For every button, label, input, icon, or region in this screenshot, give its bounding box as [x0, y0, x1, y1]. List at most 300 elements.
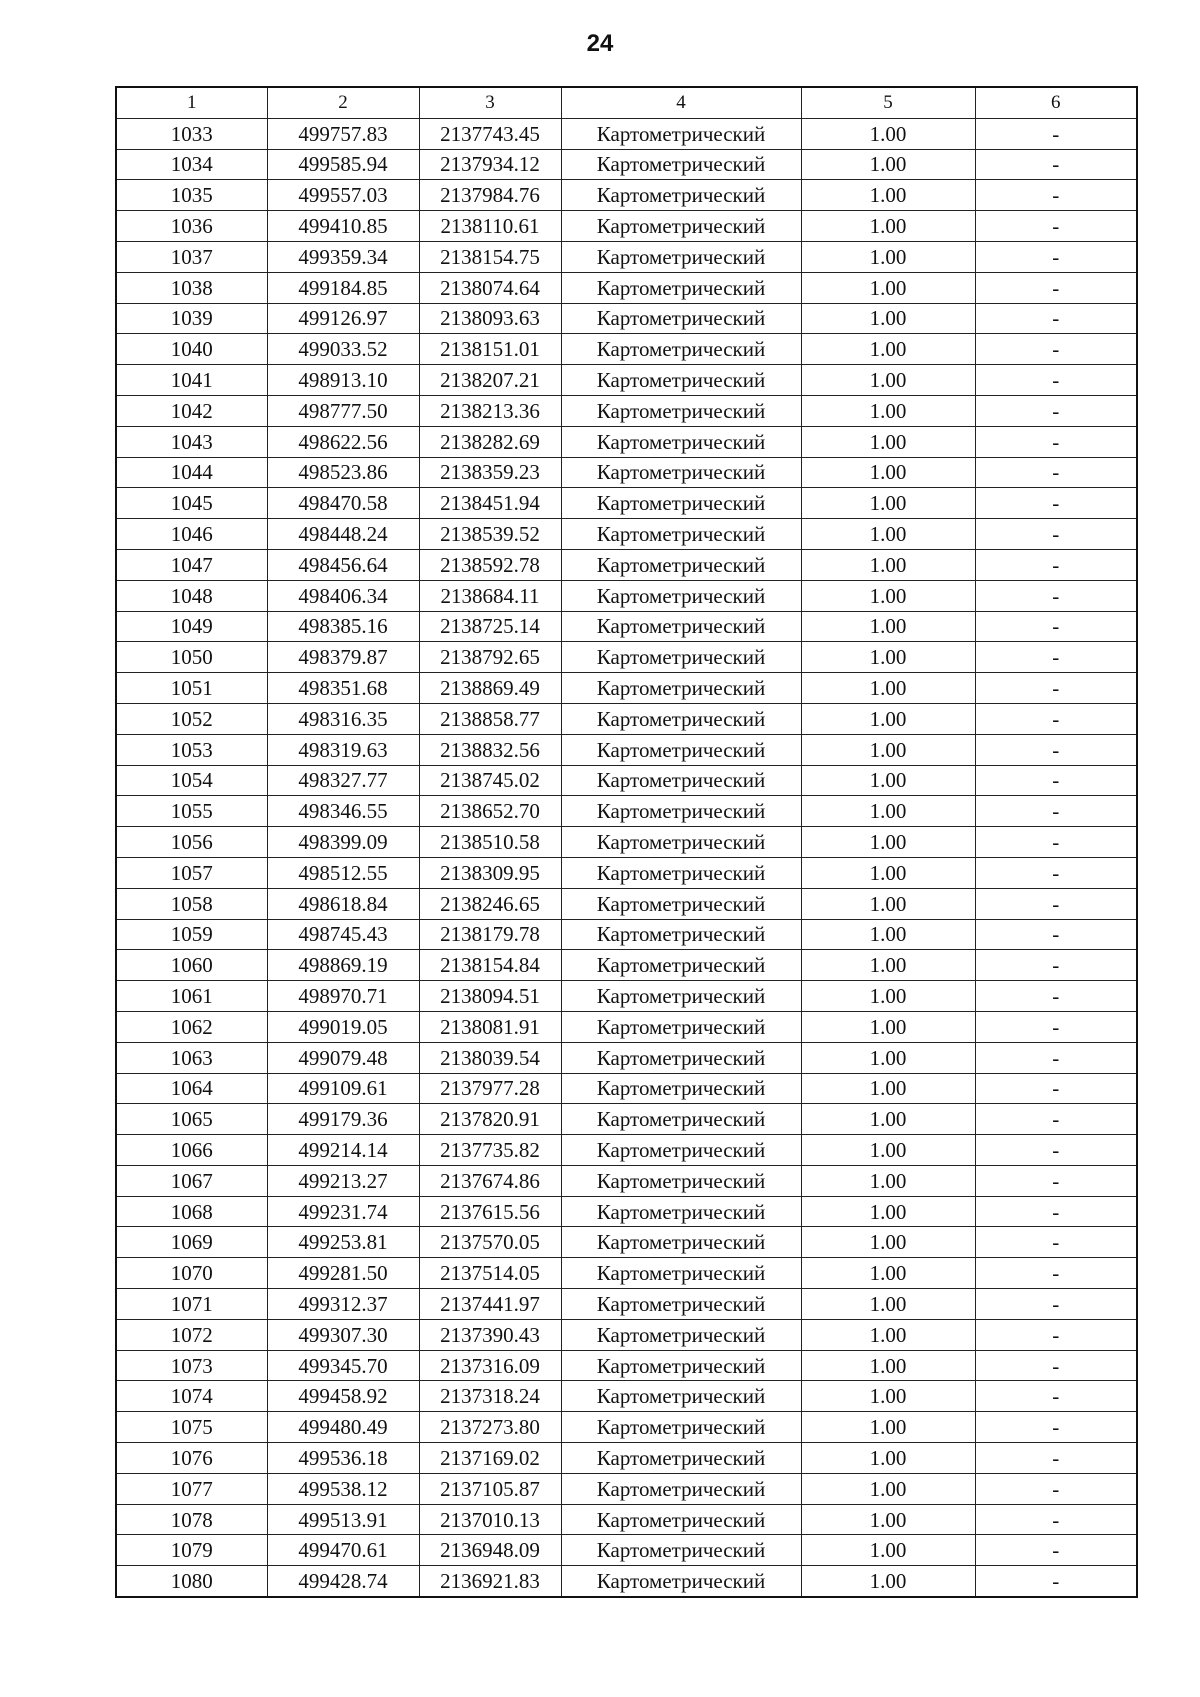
cell-point-number: 1063	[116, 1042, 267, 1073]
cell-note: -	[975, 1258, 1137, 1289]
cell-method: Картометрический	[561, 272, 801, 303]
cell-note: -	[975, 1135, 1137, 1166]
cell-x-coordinate: 499538.12	[267, 1473, 419, 1504]
cell-accuracy: 1.00	[801, 1196, 975, 1227]
cell-y-coordinate: 2138725.14	[419, 611, 561, 642]
cell-note: -	[975, 580, 1137, 611]
cell-x-coordinate: 499307.30	[267, 1319, 419, 1350]
cell-x-coordinate: 498319.63	[267, 734, 419, 765]
cell-x-coordinate: 499410.85	[267, 211, 419, 242]
cell-note: -	[975, 334, 1137, 365]
table-row	[116, 519, 1137, 550]
cell-y-coordinate: 2138282.69	[419, 426, 561, 457]
table-row	[116, 303, 1137, 334]
table-body	[116, 118, 1137, 1597]
cell-note: -	[975, 1504, 1137, 1535]
cell-method: Картометрический	[561, 827, 801, 858]
cell-point-number: 1051	[116, 673, 267, 704]
cell-point-number: 1066	[116, 1135, 267, 1166]
cell-accuracy: 1.00	[801, 180, 975, 211]
cell-accuracy: 1.00	[801, 1535, 975, 1566]
cell-note: -	[975, 857, 1137, 888]
cell-point-number: 1041	[116, 365, 267, 396]
cell-note: -	[975, 1196, 1137, 1227]
cell-note: -	[975, 1473, 1137, 1504]
cell-note: -	[975, 1443, 1137, 1474]
cell-method: Картометрический	[561, 1073, 801, 1104]
cell-note: -	[975, 1042, 1137, 1073]
table-row	[116, 1412, 1137, 1443]
cell-y-coordinate: 2138207.21	[419, 365, 561, 396]
cell-x-coordinate: 499179.36	[267, 1104, 419, 1135]
cell-method: Картометрический	[561, 919, 801, 950]
cell-y-coordinate: 2138246.65	[419, 888, 561, 919]
cell-method: Картометрический	[561, 611, 801, 642]
table-row	[116, 1073, 1137, 1104]
cell-note: -	[975, 1381, 1137, 1412]
table-row	[116, 549, 1137, 580]
cell-accuracy: 1.00	[801, 1319, 975, 1350]
cell-note: -	[975, 272, 1137, 303]
cell-x-coordinate: 498456.64	[267, 549, 419, 580]
cell-y-coordinate: 2137743.45	[419, 118, 561, 149]
cell-x-coordinate: 499312.37	[267, 1289, 419, 1320]
cell-accuracy: 1.00	[801, 149, 975, 180]
cell-accuracy: 1.00	[801, 241, 975, 272]
cell-method: Картометрический	[561, 673, 801, 704]
table-row	[116, 334, 1137, 365]
cell-point-number: 1035	[116, 180, 267, 211]
cell-note: -	[975, 1412, 1137, 1443]
table-row	[116, 365, 1137, 396]
cell-accuracy: 1.00	[801, 211, 975, 242]
table-row	[116, 1196, 1137, 1227]
cell-y-coordinate: 2136921.83	[419, 1566, 561, 1597]
cell-note: -	[975, 488, 1137, 519]
cell-accuracy: 1.00	[801, 796, 975, 827]
cell-point-number: 1068	[116, 1196, 267, 1227]
cell-point-number: 1052	[116, 703, 267, 734]
cell-y-coordinate: 2138154.75	[419, 241, 561, 272]
cell-note: -	[975, 457, 1137, 488]
cell-point-number: 1067	[116, 1165, 267, 1196]
table-row	[116, 1289, 1137, 1320]
cell-y-coordinate: 2137514.05	[419, 1258, 561, 1289]
table-row	[116, 180, 1137, 211]
table-row	[116, 1381, 1137, 1412]
cell-x-coordinate: 499019.05	[267, 1011, 419, 1042]
cell-point-number: 1043	[116, 426, 267, 457]
cell-method: Картометрический	[561, 888, 801, 919]
cell-accuracy: 1.00	[801, 827, 975, 858]
cell-accuracy: 1.00	[801, 457, 975, 488]
cell-method: Картометрический	[561, 395, 801, 426]
cell-note: -	[975, 888, 1137, 919]
cell-method: Картометрический	[561, 211, 801, 242]
cell-accuracy: 1.00	[801, 1165, 975, 1196]
table-row	[116, 426, 1137, 457]
cell-x-coordinate: 498448.24	[267, 519, 419, 550]
cell-x-coordinate: 499585.94	[267, 149, 419, 180]
cell-x-coordinate: 499458.92	[267, 1381, 419, 1412]
cell-accuracy: 1.00	[801, 611, 975, 642]
cell-method: Картометрический	[561, 1289, 801, 1320]
cell-y-coordinate: 2137390.43	[419, 1319, 561, 1350]
cell-point-number: 1056	[116, 827, 267, 858]
cell-y-coordinate: 2137010.13	[419, 1504, 561, 1535]
cell-accuracy: 1.00	[801, 1011, 975, 1042]
table-row	[116, 1319, 1137, 1350]
table-row	[116, 241, 1137, 272]
cell-y-coordinate: 2138510.58	[419, 827, 561, 858]
column-header-4: 4	[561, 87, 801, 118]
cell-x-coordinate: 499359.34	[267, 241, 419, 272]
cell-point-number: 1050	[116, 642, 267, 673]
cell-point-number: 1059	[116, 919, 267, 950]
table-row	[116, 1011, 1137, 1042]
cell-note: -	[975, 950, 1137, 981]
column-header-5: 5	[801, 87, 975, 118]
table-row	[116, 611, 1137, 642]
cell-x-coordinate: 498470.58	[267, 488, 419, 519]
cell-note: -	[975, 1073, 1137, 1104]
cell-y-coordinate: 2137615.56	[419, 1196, 561, 1227]
cell-note: -	[975, 919, 1137, 950]
cell-accuracy: 1.00	[801, 981, 975, 1012]
cell-y-coordinate: 2137977.28	[419, 1073, 561, 1104]
cell-note: -	[975, 1165, 1137, 1196]
cell-method: Картометрический	[561, 1381, 801, 1412]
table-row	[116, 1473, 1137, 1504]
table-row	[116, 888, 1137, 919]
cell-method: Картометрический	[561, 642, 801, 673]
table-row	[116, 1566, 1137, 1597]
column-header-3: 3	[419, 87, 561, 118]
cell-y-coordinate: 2138309.95	[419, 857, 561, 888]
cell-note: -	[975, 549, 1137, 580]
table-row	[116, 796, 1137, 827]
column-header-1: 1	[116, 87, 267, 118]
table-row	[116, 642, 1137, 673]
cell-method: Картометрический	[561, 796, 801, 827]
cell-point-number: 1040	[116, 334, 267, 365]
cell-note: -	[975, 765, 1137, 796]
cell-y-coordinate: 2138151.01	[419, 334, 561, 365]
cell-y-coordinate: 2138039.54	[419, 1042, 561, 1073]
cell-accuracy: 1.00	[801, 426, 975, 457]
table-row	[116, 673, 1137, 704]
cell-y-coordinate: 2138359.23	[419, 457, 561, 488]
table-row	[116, 857, 1137, 888]
cell-y-coordinate: 2138652.70	[419, 796, 561, 827]
cell-method: Картометрический	[561, 734, 801, 765]
cell-point-number: 1046	[116, 519, 267, 550]
cell-method: Картометрический	[561, 1196, 801, 1227]
cell-note: -	[975, 118, 1137, 149]
cell-note: -	[975, 1104, 1137, 1135]
cell-note: -	[975, 796, 1137, 827]
cell-point-number: 1069	[116, 1227, 267, 1258]
cell-method: Картометрический	[561, 1566, 801, 1597]
cell-accuracy: 1.00	[801, 488, 975, 519]
cell-point-number: 1049	[116, 611, 267, 642]
cell-y-coordinate: 2137105.87	[419, 1473, 561, 1504]
cell-note: -	[975, 1350, 1137, 1381]
table-row	[116, 1443, 1137, 1474]
cell-note: -	[975, 180, 1137, 211]
cell-y-coordinate: 2138792.65	[419, 642, 561, 673]
cell-note: -	[975, 673, 1137, 704]
cell-x-coordinate: 498327.77	[267, 765, 419, 796]
cell-accuracy: 1.00	[801, 1258, 975, 1289]
cell-point-number: 1062	[116, 1011, 267, 1042]
cell-note: -	[975, 365, 1137, 396]
cell-note: -	[975, 426, 1137, 457]
cell-note: -	[975, 611, 1137, 642]
cell-x-coordinate: 498622.56	[267, 426, 419, 457]
cell-accuracy: 1.00	[801, 272, 975, 303]
cell-accuracy: 1.00	[801, 1473, 975, 1504]
cell-accuracy: 1.00	[801, 734, 975, 765]
cell-method: Картометрический	[561, 1412, 801, 1443]
cell-y-coordinate: 2138592.78	[419, 549, 561, 580]
cell-y-coordinate: 2138869.49	[419, 673, 561, 704]
cell-x-coordinate: 499231.74	[267, 1196, 419, 1227]
table-row	[116, 1535, 1137, 1566]
table-row	[116, 149, 1137, 180]
cell-method: Картометрический	[561, 1042, 801, 1073]
cell-x-coordinate: 498913.10	[267, 365, 419, 396]
cell-point-number: 1070	[116, 1258, 267, 1289]
cell-point-number: 1080	[116, 1566, 267, 1597]
table-row	[116, 1350, 1137, 1381]
cell-x-coordinate: 498512.55	[267, 857, 419, 888]
cell-method: Картометрический	[561, 180, 801, 211]
cell-y-coordinate: 2137934.12	[419, 149, 561, 180]
cell-point-number: 1060	[116, 950, 267, 981]
cell-x-coordinate: 499281.50	[267, 1258, 419, 1289]
cell-x-coordinate: 499109.61	[267, 1073, 419, 1104]
cell-method: Картометрический	[561, 334, 801, 365]
cell-note: -	[975, 703, 1137, 734]
cell-accuracy: 1.00	[801, 519, 975, 550]
table-row	[116, 395, 1137, 426]
cell-method: Картометрический	[561, 1258, 801, 1289]
cell-accuracy: 1.00	[801, 1504, 975, 1535]
cell-method: Картометрический	[561, 950, 801, 981]
cell-accuracy: 1.00	[801, 703, 975, 734]
cell-y-coordinate: 2137674.86	[419, 1165, 561, 1196]
cell-x-coordinate: 499213.27	[267, 1165, 419, 1196]
cell-method: Картометрический	[561, 303, 801, 334]
cell-point-number: 1079	[116, 1535, 267, 1566]
cell-note: -	[975, 519, 1137, 550]
cell-y-coordinate: 2137316.09	[419, 1350, 561, 1381]
table-row	[116, 1165, 1137, 1196]
cell-x-coordinate: 499345.70	[267, 1350, 419, 1381]
cell-accuracy: 1.00	[801, 888, 975, 919]
table-row	[116, 272, 1137, 303]
cell-accuracy: 1.00	[801, 1412, 975, 1443]
cell-y-coordinate: 2138074.64	[419, 272, 561, 303]
cell-y-coordinate: 2138451.94	[419, 488, 561, 519]
cell-x-coordinate: 499480.49	[267, 1412, 419, 1443]
cell-point-number: 1034	[116, 149, 267, 180]
cell-method: Картометрический	[561, 488, 801, 519]
cell-point-number: 1076	[116, 1443, 267, 1474]
cell-note: -	[975, 211, 1137, 242]
cell-method: Картометрический	[561, 1473, 801, 1504]
cell-note: -	[975, 642, 1137, 673]
cell-method: Картометрический	[561, 426, 801, 457]
cell-method: Картометрический	[561, 519, 801, 550]
cell-y-coordinate: 2137441.97	[419, 1289, 561, 1320]
cell-note: -	[975, 395, 1137, 426]
cell-note: -	[975, 149, 1137, 180]
cell-accuracy: 1.00	[801, 765, 975, 796]
cell-accuracy: 1.00	[801, 334, 975, 365]
cell-x-coordinate: 499428.74	[267, 1566, 419, 1597]
cell-x-coordinate: 499033.52	[267, 334, 419, 365]
table-row	[116, 488, 1137, 519]
column-header-2: 2	[267, 87, 419, 118]
cell-point-number: 1071	[116, 1289, 267, 1320]
cell-method: Картометрический	[561, 981, 801, 1012]
cell-accuracy: 1.00	[801, 919, 975, 950]
cell-x-coordinate: 499513.91	[267, 1504, 419, 1535]
cell-note: -	[975, 241, 1137, 272]
cell-note: -	[975, 981, 1137, 1012]
cell-x-coordinate: 498399.09	[267, 827, 419, 858]
cell-note: -	[975, 1227, 1137, 1258]
table-row	[116, 919, 1137, 950]
cell-y-coordinate: 2137735.82	[419, 1135, 561, 1166]
cell-method: Картометрический	[561, 241, 801, 272]
cell-x-coordinate: 498745.43	[267, 919, 419, 950]
cell-accuracy: 1.00	[801, 1381, 975, 1412]
cell-method: Картометрический	[561, 457, 801, 488]
table-row	[116, 734, 1137, 765]
cell-accuracy: 1.00	[801, 1227, 975, 1258]
cell-method: Картометрический	[561, 857, 801, 888]
table-row	[116, 1104, 1137, 1135]
cell-x-coordinate: 499079.48	[267, 1042, 419, 1073]
cell-y-coordinate: 2138745.02	[419, 765, 561, 796]
cell-method: Картометрический	[561, 149, 801, 180]
cell-method: Картометрический	[561, 1011, 801, 1042]
cell-point-number: 1074	[116, 1381, 267, 1412]
table-header-row	[116, 87, 1137, 118]
cell-accuracy: 1.00	[801, 580, 975, 611]
cell-point-number: 1037	[116, 241, 267, 272]
cell-point-number: 1038	[116, 272, 267, 303]
cell-note: -	[975, 1566, 1137, 1597]
table-row	[116, 703, 1137, 734]
cell-accuracy: 1.00	[801, 1443, 975, 1474]
cell-accuracy: 1.00	[801, 395, 975, 426]
cell-method: Картометрический	[561, 365, 801, 396]
cell-method: Картометрический	[561, 1165, 801, 1196]
cell-method: Картометрический	[561, 765, 801, 796]
cell-x-coordinate: 498869.19	[267, 950, 419, 981]
cell-note: -	[975, 303, 1137, 334]
cell-y-coordinate: 2137169.02	[419, 1443, 561, 1474]
cell-x-coordinate: 498777.50	[267, 395, 419, 426]
cell-point-number: 1039	[116, 303, 267, 334]
cell-y-coordinate: 2138094.51	[419, 981, 561, 1012]
cell-method: Картометрический	[561, 1443, 801, 1474]
cell-y-coordinate: 2138832.56	[419, 734, 561, 765]
cell-note: -	[975, 1535, 1137, 1566]
cell-point-number: 1073	[116, 1350, 267, 1381]
cell-y-coordinate: 2138093.63	[419, 303, 561, 334]
cell-y-coordinate: 2138684.11	[419, 580, 561, 611]
cell-point-number: 1033	[116, 118, 267, 149]
cell-x-coordinate: 499470.61	[267, 1535, 419, 1566]
cell-accuracy: 1.00	[801, 1135, 975, 1166]
table-row	[116, 1135, 1137, 1166]
cell-method: Картометрический	[561, 1104, 801, 1135]
cell-accuracy: 1.00	[801, 1104, 975, 1135]
table-row	[116, 211, 1137, 242]
column-header-6: 6	[975, 87, 1137, 118]
cell-method: Картометрический	[561, 1227, 801, 1258]
cell-accuracy: 1.00	[801, 303, 975, 334]
cell-y-coordinate: 2137273.80	[419, 1412, 561, 1443]
cell-note: -	[975, 1011, 1137, 1042]
cell-note: -	[975, 827, 1137, 858]
cell-method: Картометрический	[561, 118, 801, 149]
cell-method: Картометрический	[561, 1319, 801, 1350]
cell-point-number: 1054	[116, 765, 267, 796]
table-row	[116, 1504, 1137, 1535]
cell-x-coordinate: 499184.85	[267, 272, 419, 303]
cell-accuracy: 1.00	[801, 950, 975, 981]
cell-x-coordinate: 498385.16	[267, 611, 419, 642]
cell-method: Картометрический	[561, 549, 801, 580]
cell-x-coordinate: 498523.86	[267, 457, 419, 488]
cell-point-number: 1058	[116, 888, 267, 919]
coordinates-table	[115, 86, 1138, 1598]
cell-accuracy: 1.00	[801, 118, 975, 149]
cell-y-coordinate: 2137820.91	[419, 1104, 561, 1135]
cell-x-coordinate: 498618.84	[267, 888, 419, 919]
cell-point-number: 1072	[116, 1319, 267, 1350]
cell-accuracy: 1.00	[801, 1289, 975, 1320]
cell-accuracy: 1.00	[801, 1073, 975, 1104]
cell-point-number: 1065	[116, 1104, 267, 1135]
cell-x-coordinate: 499536.18	[267, 1443, 419, 1474]
table-row	[116, 1042, 1137, 1073]
cell-accuracy: 1.00	[801, 673, 975, 704]
table-row	[116, 1227, 1137, 1258]
cell-x-coordinate: 498346.55	[267, 796, 419, 827]
page-number: 24	[586, 30, 614, 57]
cell-method: Картометрический	[561, 580, 801, 611]
cell-x-coordinate: 498351.68	[267, 673, 419, 704]
cell-accuracy: 1.00	[801, 365, 975, 396]
cell-y-coordinate: 2138154.84	[419, 950, 561, 981]
cell-x-coordinate: 498316.35	[267, 703, 419, 734]
cell-note: -	[975, 1289, 1137, 1320]
cell-point-number: 1075	[116, 1412, 267, 1443]
cell-method: Картометрический	[561, 1535, 801, 1566]
cell-y-coordinate: 2137570.05	[419, 1227, 561, 1258]
cell-x-coordinate: 498970.71	[267, 981, 419, 1012]
cell-method: Картометрический	[561, 1135, 801, 1166]
cell-y-coordinate: 2137318.24	[419, 1381, 561, 1412]
cell-point-number: 1042	[116, 395, 267, 426]
